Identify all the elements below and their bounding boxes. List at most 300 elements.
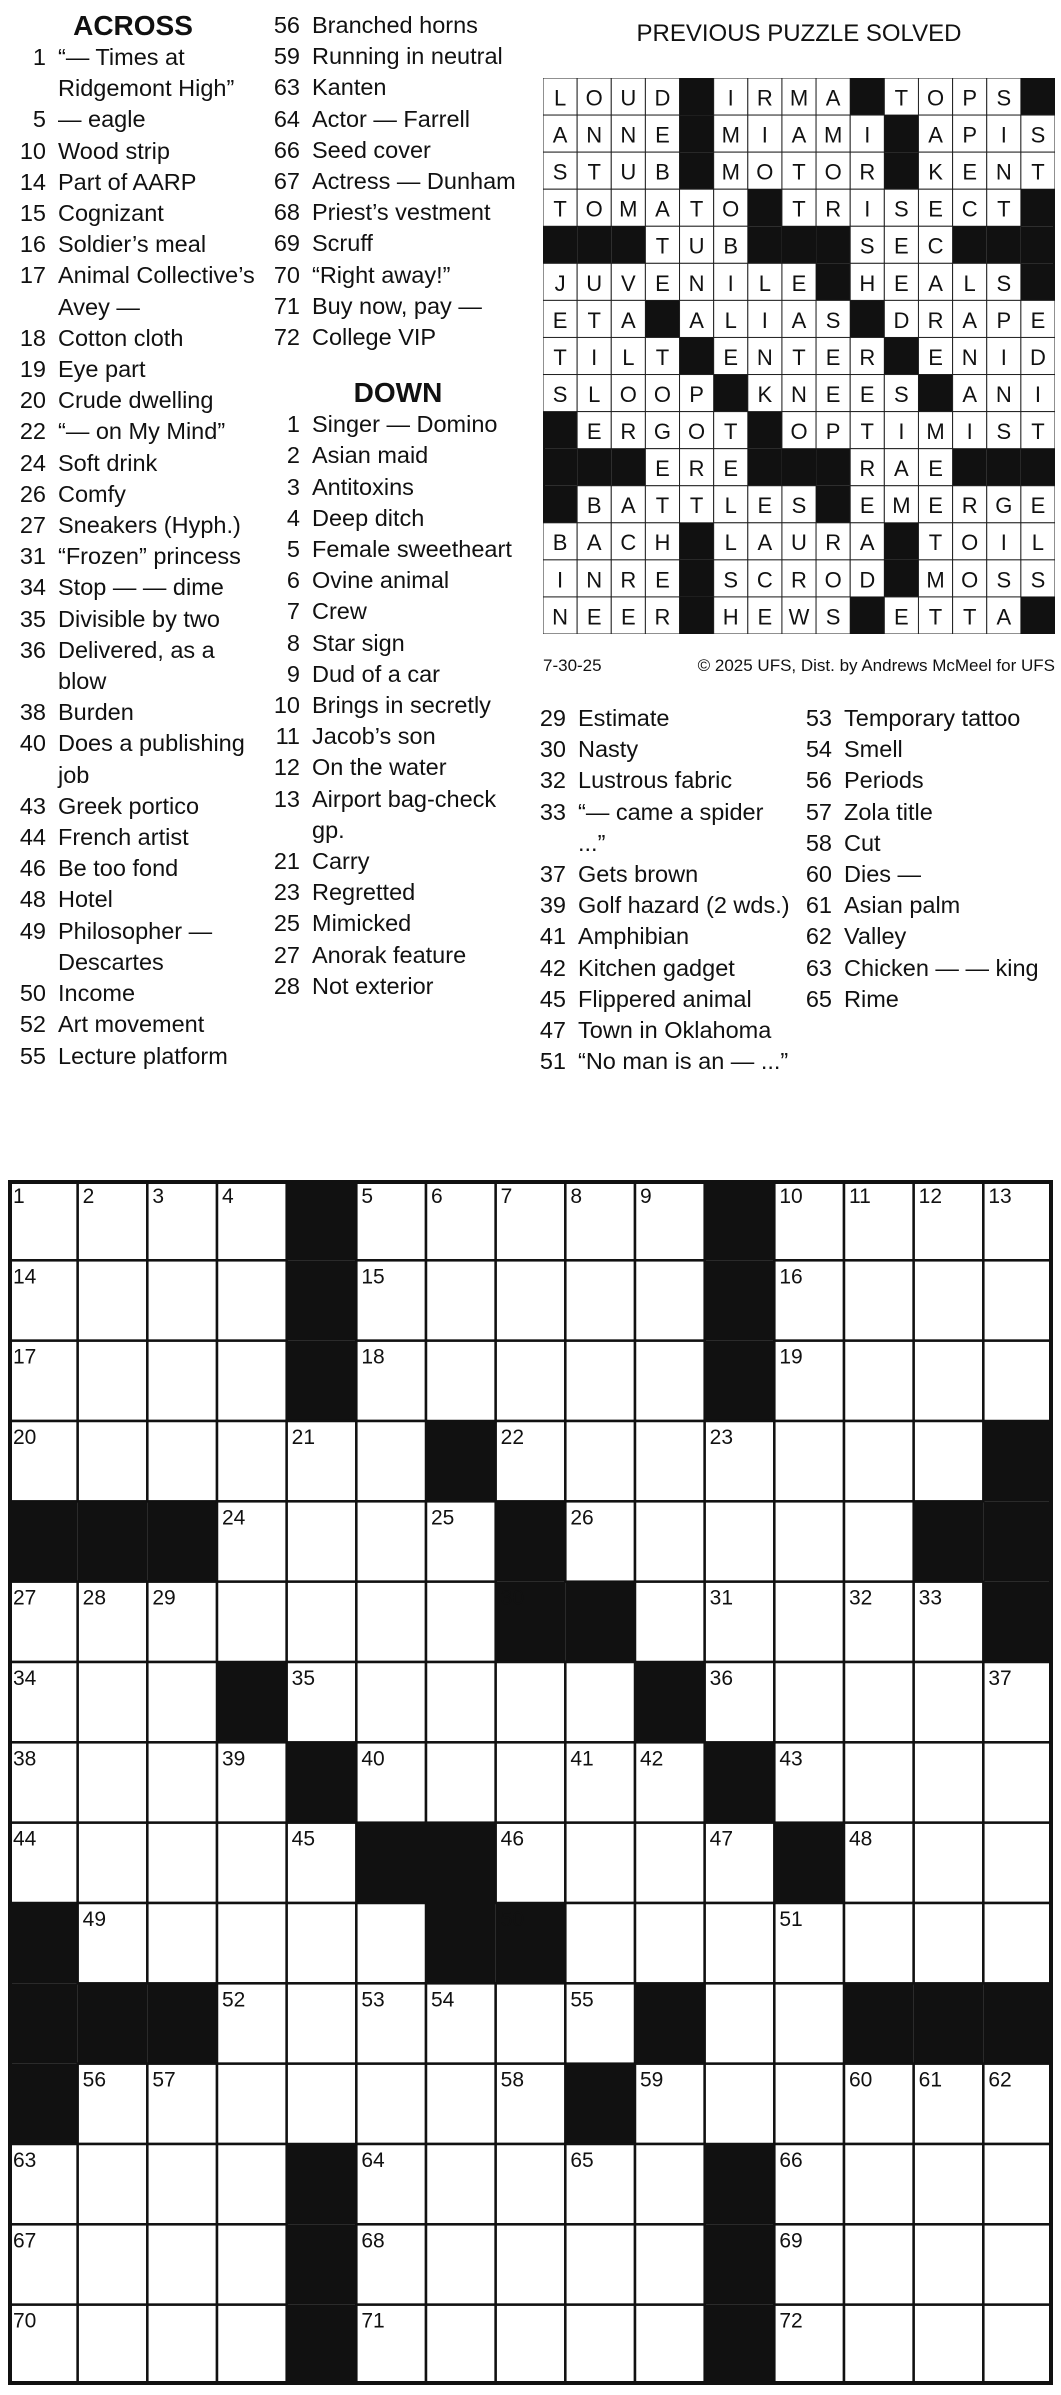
- previous-cell-letter: T: [689, 493, 704, 519]
- grid-cell[interactable]: [426, 1582, 496, 1662]
- previous-cell-letter: O: [961, 530, 979, 556]
- grid-cell[interactable]: [78, 1341, 148, 1421]
- grid-cell[interactable]: [914, 2305, 984, 2385]
- grid-cell[interactable]: [983, 1742, 1053, 1822]
- clue-number: 51: [539, 1048, 566, 1075]
- down-clue-41: [528, 921, 794, 952]
- grid-cell[interactable]: [635, 2305, 705, 2385]
- clue-number: 14: [19, 168, 46, 195]
- previous-cell-letter: R: [825, 196, 842, 222]
- black-square: [287, 2224, 357, 2304]
- clue-number: 13: [273, 785, 300, 812]
- grid-cell[interactable]: [78, 2224, 148, 2304]
- previous-cell-letter: O: [653, 381, 672, 407]
- clue-text: Lustrous fabric: [578, 767, 733, 794]
- grid-cell[interactable]: [914, 1421, 984, 1501]
- grid-cell[interactable]: [983, 2224, 1053, 2304]
- clue-text: Greek portico: [58, 792, 200, 819]
- grid-cell[interactable]: [217, 2144, 287, 2224]
- cell-number: 37: [988, 1667, 1012, 1690]
- previous-cell-letter: L: [724, 530, 737, 556]
- grid-cell[interactable]: [147, 2144, 217, 2224]
- grid-cell[interactable]: [914, 2224, 984, 2304]
- grid-cell[interactable]: [496, 2305, 566, 2385]
- grid-cell[interactable]: [844, 1903, 914, 1983]
- grid-cell[interactable]: [844, 2224, 914, 2304]
- grid-cell[interactable]: [983, 1341, 1053, 1421]
- previous-cell-letter: U: [620, 85, 637, 111]
- down-clue-1: [262, 409, 534, 440]
- grid-cell[interactable]: [217, 1823, 287, 1903]
- previous-cell-letter: I: [1000, 530, 1007, 556]
- previous-cell-letter: A: [620, 493, 636, 519]
- previous-black-square: [611, 226, 645, 263]
- cell-number: 52: [222, 1988, 246, 2012]
- previous-black-square: [884, 560, 918, 597]
- clue-text: Antitoxins: [312, 473, 414, 500]
- clue-number: 25: [273, 910, 300, 937]
- previous-cell-letter: A: [655, 196, 670, 222]
- cell-number: 58: [500, 2068, 525, 2092]
- grid-cell[interactable]: [147, 2305, 217, 2385]
- previous-cell-letter: T: [587, 307, 601, 333]
- previous-cell-letter: T: [894, 85, 909, 111]
- previous-cell-letter: M: [789, 85, 809, 111]
- grid-cell[interactable]: [496, 1662, 566, 1742]
- down-column-3: [794, 703, 1054, 1015]
- grid-cell[interactable]: [78, 1823, 148, 1903]
- previous-cell-letter: R: [961, 493, 978, 519]
- grid-cell[interactable]: [983, 2305, 1053, 2385]
- clue-number: 37: [539, 861, 566, 888]
- cell-number: 61: [918, 2068, 943, 2092]
- previous-cell-letter: E: [791, 270, 807, 296]
- grid-cell[interactable]: [635, 1903, 705, 1983]
- clue-number: 61: [805, 892, 832, 919]
- clue-text: Mimicked: [312, 910, 412, 937]
- grid-cell[interactable]: [426, 2305, 496, 2385]
- grid-cell[interactable]: [635, 1823, 705, 1903]
- clue-text: Dud of a car: [312, 660, 441, 687]
- previous-cell-letter: L: [1031, 530, 1045, 556]
- grid-cell[interactable]: [635, 1421, 705, 1501]
- clue-number: 10: [273, 692, 300, 719]
- clue-number: 69: [273, 230, 300, 257]
- across-clue-14: [8, 167, 258, 198]
- grid-cell[interactable]: [426, 1742, 496, 1822]
- cell-number: 48: [849, 1827, 873, 1851]
- across-clue-50: [8, 978, 258, 1009]
- grid-cell[interactable]: [635, 2144, 705, 2224]
- grid-cell[interactable]: [287, 1983, 357, 2063]
- grid-cell[interactable]: [914, 1341, 984, 1421]
- down-clue-27: [262, 940, 534, 971]
- previous-cell-letter: E: [723, 456, 739, 482]
- previous-black-square: [680, 597, 714, 634]
- black-square: [705, 2144, 775, 2224]
- grid-cell[interactable]: [426, 1260, 496, 1340]
- grid-cell[interactable]: [217, 2224, 287, 2304]
- clue-number: 41: [539, 923, 566, 950]
- down-clue-list-1: [262, 409, 534, 1002]
- previous-cell-letter: T: [655, 233, 670, 259]
- previous-cell-letter: S: [859, 233, 875, 259]
- previous-black-square: [782, 449, 816, 486]
- across-clue-list-1: [8, 42, 258, 1072]
- previous-cell-letter: S: [996, 85, 1012, 111]
- grid-cell[interactable]: [705, 1903, 775, 1983]
- clue-text: Seed cover: [312, 136, 431, 163]
- grid-cell[interactable]: [705, 1501, 775, 1581]
- down-clue-9: [262, 659, 534, 690]
- clue-number: 32: [539, 767, 566, 794]
- grid-cell[interactable]: [635, 1341, 705, 1421]
- clue-number: 5: [286, 536, 300, 563]
- clue-text: Gets brown: [578, 861, 699, 888]
- grid-cell[interactable]: [217, 2305, 287, 2385]
- across-clue-31: [8, 541, 258, 572]
- grid-cell[interactable]: [426, 2064, 496, 2144]
- cell-number: 71: [361, 2309, 385, 2333]
- grid-cell[interactable]: [496, 2144, 566, 2224]
- grid-cell[interactable]: [78, 1662, 148, 1742]
- clue-number: 7: [286, 598, 300, 625]
- grid-cell[interactable]: [356, 1421, 426, 1501]
- clue-text: Temporary tattoo: [844, 705, 1021, 731]
- clue-number: 48: [19, 886, 46, 913]
- across-clue-17: [8, 260, 258, 322]
- clue-text: Crude dwelling: [58, 387, 214, 414]
- black-square: [426, 1903, 496, 1983]
- grid-cell[interactable]: [217, 1582, 287, 1662]
- grid-cell[interactable]: [147, 1662, 217, 1742]
- cell-number: 44: [13, 1827, 37, 1851]
- grid-cell[interactable]: [287, 1582, 357, 1662]
- previous-cell-letter: I: [1000, 344, 1007, 370]
- previous-cell-letter: G: [995, 493, 1013, 519]
- clue-number: 3: [286, 473, 300, 500]
- previous-cell-letter: R: [688, 456, 705, 482]
- cell-number: 1: [13, 1185, 25, 1208]
- previous-cell-letter: I: [557, 567, 564, 593]
- across-clue-46: [8, 853, 258, 884]
- grid-cell[interactable]: [565, 1341, 635, 1421]
- clue-text: Dies —: [844, 861, 922, 888]
- clue-text: Asian maid: [312, 442, 429, 469]
- grid-cell[interactable]: [147, 1421, 217, 1501]
- grid-cell[interactable]: [914, 1903, 984, 1983]
- grid-cell[interactable]: [356, 1903, 426, 1983]
- previous-cell-letter: T: [724, 419, 738, 445]
- clue-text: Singer — Domino: [312, 411, 498, 438]
- down-column-2: [528, 703, 794, 1077]
- clue-number: 65: [805, 985, 832, 1012]
- grid-cell[interactable]: [147, 1823, 217, 1903]
- grid-cell[interactable]: [496, 2224, 566, 2304]
- previous-cell-letter: M: [721, 159, 740, 185]
- cell-number: 25: [431, 1506, 455, 1530]
- grid-cell[interactable]: [774, 1662, 844, 1742]
- previous-cell-letter: N: [620, 122, 637, 148]
- cell-number: 55: [570, 1988, 594, 2012]
- previous-cell-letter: O: [926, 85, 945, 111]
- across-column-1: [8, 10, 258, 1072]
- down-clue-47: [528, 1015, 794, 1046]
- grid-cell[interactable]: [217, 1341, 287, 1421]
- previous-cell-letter: E: [620, 604, 636, 630]
- down-clue-30: [528, 734, 794, 765]
- across-clue-63: [262, 72, 534, 103]
- grid-cell[interactable]: [426, 2144, 496, 2224]
- across-clue-72: [262, 322, 534, 353]
- clue-text: Cognizant: [58, 200, 164, 227]
- grid-cell[interactable]: [78, 2305, 148, 2385]
- grid-cell[interactable]: [217, 1903, 287, 1983]
- cell-number: 69: [779, 2229, 803, 2253]
- grid-cell[interactable]: [914, 1260, 984, 1340]
- previous-cell-letter: E: [723, 344, 739, 370]
- grid-cell[interactable]: [565, 1662, 635, 1742]
- grid-cell[interactable]: [565, 1903, 635, 1983]
- clue-number: 36: [19, 636, 46, 663]
- grid-cell[interactable]: [356, 1501, 426, 1581]
- previous-cell-letter: I: [966, 419, 973, 445]
- clue-text: Lecture platform: [58, 1042, 228, 1069]
- grid-cell[interactable]: [914, 1823, 984, 1903]
- previous-cell-letter: E: [928, 344, 943, 370]
- grid-cell[interactable]: [983, 1823, 1053, 1903]
- previous-cell-letter: R: [791, 567, 807, 593]
- clue-text: Regretted: [312, 879, 416, 906]
- grid-cell[interactable]: [635, 1582, 705, 1662]
- grid-cell[interactable]: [705, 2064, 775, 2144]
- clue-number: 56: [273, 12, 300, 38]
- grid-cell[interactable]: [426, 1662, 496, 1742]
- down-clue-39: [528, 890, 794, 921]
- previous-cell-letter: S: [1030, 122, 1046, 148]
- previous-cell-letter: P: [689, 381, 704, 407]
- grid-cell[interactable]: [844, 1421, 914, 1501]
- grid-cell[interactable]: [147, 1341, 217, 1421]
- clue-number: 38: [19, 699, 46, 726]
- previous-cell-letter: T: [553, 344, 567, 370]
- previous-cell-letter: E: [757, 604, 773, 630]
- clue-number: 27: [273, 941, 300, 968]
- grid-cell[interactable]: [844, 1341, 914, 1421]
- cell-number: 47: [709, 1827, 734, 1851]
- clue-text: Star sign: [312, 629, 405, 656]
- grid-cell[interactable]: [78, 1260, 148, 1340]
- previous-black-square: [748, 449, 782, 486]
- previous-cell-letter: O: [756, 159, 774, 185]
- previous-puzzle-grid: [543, 78, 1055, 634]
- grid-cell[interactable]: [914, 2144, 984, 2224]
- grid-cell[interactable]: [705, 1983, 775, 2063]
- puzzle-date: 7-30-25: [543, 656, 602, 675]
- grid-cell[interactable]: [356, 1582, 426, 1662]
- previous-cell-letter: S: [552, 159, 568, 185]
- grid-cell[interactable]: [217, 1260, 287, 1340]
- previous-cell-letter: M: [823, 122, 843, 148]
- previous-cell-letter: E: [928, 456, 943, 482]
- previous-cell-letter: A: [825, 85, 841, 111]
- cell-number: 38: [13, 1747, 37, 1771]
- crossword-grid: [8, 1180, 1053, 2385]
- across-clue-16: [8, 229, 258, 260]
- down-clue-23: [262, 877, 534, 908]
- grid-cell[interactable]: [287, 1903, 357, 1983]
- grid-cell[interactable]: [844, 2305, 914, 2385]
- grid-cell[interactable]: [914, 1742, 984, 1822]
- cell-number: 30: [500, 1586, 525, 1610]
- clue-number: 34: [19, 574, 46, 601]
- previous-cell-letter: E: [655, 122, 670, 148]
- previous-cell-letter: O: [961, 567, 979, 593]
- grid-cell[interactable]: [496, 1742, 566, 1822]
- clue-number: 63: [273, 74, 300, 101]
- grid-cell[interactable]: [287, 1501, 357, 1581]
- cell-number: 34: [13, 1667, 37, 1690]
- clue-text: Actress — Dunham: [312, 168, 516, 195]
- grid-cell[interactable]: [78, 2144, 148, 2224]
- clue-number: 16: [19, 231, 46, 258]
- previous-cell-letter: T: [689, 196, 704, 222]
- grid-cell[interactable]: [147, 1260, 217, 1340]
- grid-cell[interactable]: [983, 1260, 1053, 1340]
- cell-number: 41: [570, 1747, 594, 1771]
- clue-number: 49: [19, 917, 46, 944]
- down-clue-63: [794, 953, 1054, 984]
- grid-cell[interactable]: [565, 2305, 635, 2385]
- cell-number: 45: [291, 1827, 316, 1851]
- black-square: [914, 1501, 984, 1581]
- previous-cell-letter: O: [585, 85, 603, 111]
- clue-text: Zola title: [844, 798, 933, 825]
- grid-cell[interactable]: [217, 2064, 287, 2144]
- grid-cell[interactable]: [844, 2144, 914, 2224]
- previous-cell-letter: A: [586, 530, 602, 556]
- clue-text: — eagle: [58, 106, 146, 133]
- grid-cell[interactable]: [774, 1983, 844, 2063]
- across-clue-66: [262, 135, 534, 166]
- previous-cell-letter: I: [727, 85, 734, 111]
- cell-number: 54: [431, 1988, 455, 2012]
- grid-cell[interactable]: [774, 1421, 844, 1501]
- previous-cell-letter: E: [894, 233, 909, 259]
- grid-cell[interactable]: [844, 1742, 914, 1822]
- grid-cell[interactable]: [287, 2064, 357, 2144]
- black-square: [705, 1180, 775, 1260]
- previous-cell-letter: E: [757, 493, 773, 519]
- grid-cell[interactable]: [147, 1903, 217, 1983]
- clue-column-2: [262, 10, 534, 1002]
- grid-cell[interactable]: [356, 2064, 426, 2144]
- clue-number: 22: [19, 418, 46, 445]
- grid-cell[interactable]: [635, 2224, 705, 2304]
- previous-cell-letter: E: [928, 493, 943, 519]
- clue-number: 33: [539, 798, 566, 825]
- cell-number: 9: [640, 1185, 652, 1208]
- across-clue-20: [8, 385, 258, 416]
- grid-cell[interactable]: [635, 1501, 705, 1581]
- clue-text: Branched horns: [312, 12, 478, 38]
- grid-cell[interactable]: [565, 1260, 635, 1340]
- previous-cell-letter: E: [825, 381, 841, 407]
- grid-cell[interactable]: [844, 1662, 914, 1742]
- clue-text: Soldier’s meal: [58, 231, 207, 258]
- grid-cell[interactable]: [774, 1501, 844, 1581]
- previous-cell-letter: D: [1029, 344, 1046, 370]
- grid-cell[interactable]: [356, 1662, 426, 1742]
- grid-cell[interactable]: [635, 1260, 705, 1340]
- previous-cell-letter: P: [996, 307, 1012, 333]
- clue-text: Flippered animal: [578, 985, 752, 1012]
- grid-cell[interactable]: [217, 1421, 287, 1501]
- grid-cell[interactable]: [426, 2224, 496, 2304]
- across-clue-36: [8, 635, 258, 697]
- grid-cell[interactable]: [983, 1903, 1053, 1983]
- grid-cell[interactable]: [426, 1341, 496, 1421]
- grid-cell[interactable]: [78, 1742, 148, 1822]
- clue-number: 67: [273, 168, 300, 195]
- grid-cell[interactable]: [147, 1742, 217, 1822]
- black-square: [983, 1501, 1053, 1581]
- previous-black-square: [543, 449, 577, 486]
- grid-cell[interactable]: [496, 1341, 566, 1421]
- grid-cell[interactable]: [983, 2144, 1053, 2224]
- grid-cell[interactable]: [914, 1662, 984, 1742]
- clue-text: Delivered, as a blow: [58, 636, 215, 695]
- grid-cell[interactable]: [565, 1823, 635, 1903]
- clue-text: Chicken — — king: [844, 954, 1039, 981]
- grid-cell[interactable]: [78, 1421, 148, 1501]
- previous-cell-letter: N: [995, 381, 1012, 407]
- clue-text: Crew: [312, 598, 367, 625]
- down-clue-57: [794, 797, 1054, 828]
- previous-cell-letter: U: [688, 233, 705, 259]
- grid-cell[interactable]: [565, 1421, 635, 1501]
- clue-text: Jacob’s son: [312, 723, 436, 750]
- grid-cell[interactable]: [496, 1260, 566, 1340]
- previous-cell-letter: E: [655, 270, 670, 296]
- down-clue-21: [262, 846, 534, 877]
- previous-cell-letter: J: [554, 270, 566, 296]
- previous-cell-letter: T: [587, 159, 601, 185]
- previous-cell-letter: T: [792, 344, 806, 370]
- previous-cell-letter: N: [586, 567, 603, 593]
- grid-cell[interactable]: [147, 2224, 217, 2304]
- grid-cell[interactable]: [844, 1260, 914, 1340]
- grid-cell[interactable]: [844, 1501, 914, 1581]
- grid-cell[interactable]: [496, 1983, 566, 2063]
- previous-black-square: [816, 226, 850, 263]
- clue-text: Comfy: [58, 480, 126, 507]
- previous-cell-letter: L: [758, 270, 771, 296]
- clue-text: Anorak feature: [312, 941, 467, 968]
- previous-cell-letter: O: [824, 567, 842, 593]
- clue-text: Priest’s vestment: [312, 199, 491, 226]
- black-square: [147, 1983, 217, 2063]
- grid-cell[interactable]: [774, 1582, 844, 1662]
- cell-number: 29: [152, 1586, 176, 1610]
- clue-text: On the water: [312, 754, 447, 781]
- previous-black-square: [577, 226, 611, 263]
- grid-cell[interactable]: [565, 2224, 635, 2304]
- previous-cell-letter: O: [722, 196, 740, 222]
- grid-cell[interactable]: [774, 2064, 844, 2144]
- cell-number: 8: [570, 1185, 583, 1208]
- cell-number: 14: [13, 1265, 37, 1289]
